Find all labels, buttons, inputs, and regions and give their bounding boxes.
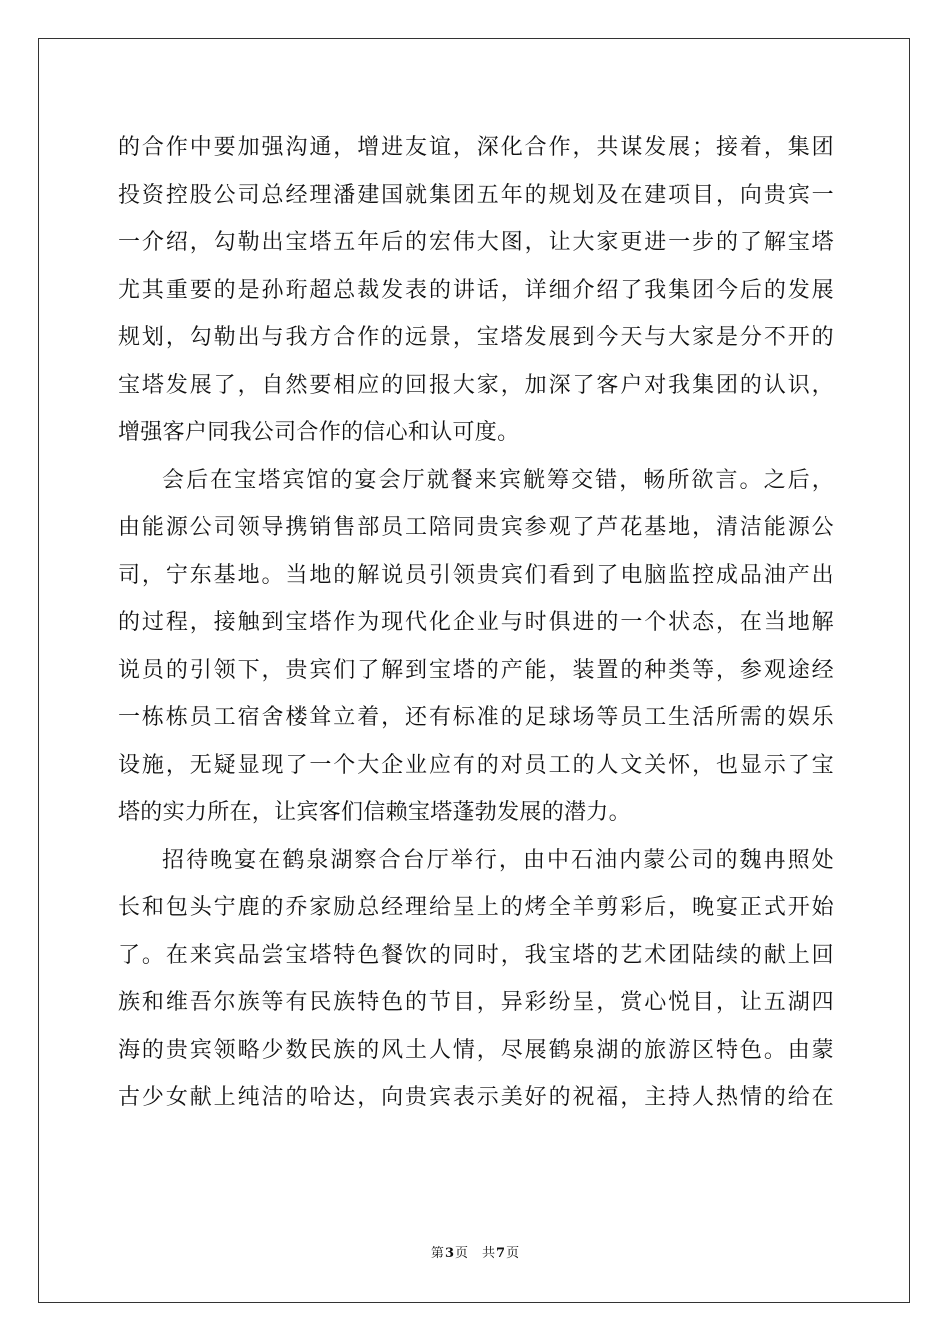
- text-line: 说员的引领下，贵宾们了解到宝塔的产能，装置的种类等，参观途经: [118, 657, 834, 683]
- text-line: 一栋栋员工宿舍楼耸立着，还有标准的足球场等员工生活所需的娱乐: [118, 705, 834, 730]
- text-line: 族和维吾尔族等有民族特色的节目，异彩纷呈，赏心悦目，让五湖四: [118, 990, 834, 1015]
- text-line: 宝塔发展了，自然要相应的回报大家，加深了客户对我集团的认识，: [118, 372, 834, 398]
- text-line: 增强客户同我公司合作的信心和认可度。: [118, 420, 520, 445]
- text-line: 的过程，接触到宝塔作为现代化企业与时俱进的一个状态，在当地解: [118, 610, 834, 635]
- page-unit: 页: [454, 1246, 468, 1261]
- text-line: 塔的实力所在，让宾客们信赖宝塔蓬勃发展的潜力。: [118, 800, 631, 825]
- text-line: 长和包头宁鹿的乔家励总经理给呈上的烤全羊剪彩后，晚宴正式开始: [118, 895, 834, 920]
- page-current: 3: [444, 1246, 454, 1261]
- text-line: 设施，无疑显现了一个大企业应有的对员工的人文关怀，也显示了宝: [118, 752, 834, 778]
- text-line: 司，宁东基地。当地的解说员引领贵宾们看到了电脑监控成品油产出: [118, 562, 834, 588]
- text-line: 投资控股公司总经理潘建国就集团五年的规划及在建项目，向贵宾一: [118, 182, 834, 208]
- paragraph-first-line: 会后在宝塔宾馆的宴会厅就餐来宾觥筹交错，畅所欲言。之后，: [162, 467, 834, 493]
- page-total: 7: [496, 1246, 506, 1261]
- page-prefix: 第: [430, 1246, 444, 1261]
- page-footer: [0, 1245, 950, 1263]
- text-line: 规划，勾勒出与我方合作的远景，宝塔发展到今天与大家是分不开的: [118, 325, 834, 350]
- text-line: 尤其重要的是孙珩超总裁发表的讲话，详细介绍了我集团今后的发展: [118, 277, 834, 303]
- document-body: [118, 124, 834, 1122]
- text-line: 了。在来宾品尝宝塔特色餐饮的同时，我宝塔的艺术团陆续的献上回: [118, 942, 834, 968]
- total-prefix: 共: [482, 1246, 496, 1261]
- text-line: 由能源公司领导携销售部员工陪同贵宾参观了芦花基地，清洁能源公: [118, 515, 834, 540]
- text-line: 海的贵宾领略少数民族的风土人情，尽展鹤泉湖的旅游区特色。由蒙: [118, 1037, 834, 1063]
- text-line: 古少女献上纯洁的哈达，向贵宾表示美好的祝福，主持人热情的给在: [118, 1085, 834, 1110]
- text-line: 一介绍，勾勒出宝塔五年后的宏伟大图，让大家更进一步的了解宝塔: [118, 230, 834, 255]
- total-unit: 页: [506, 1246, 520, 1261]
- paragraph-first-line: 招待晚宴在鹤泉湖察合台厅举行，由中石油内蒙公司的魏冉照处: [162, 847, 834, 873]
- text-line: 的合作中要加强沟通，增进友谊，深化合作，共谋发展；接着，集团: [118, 135, 834, 160]
